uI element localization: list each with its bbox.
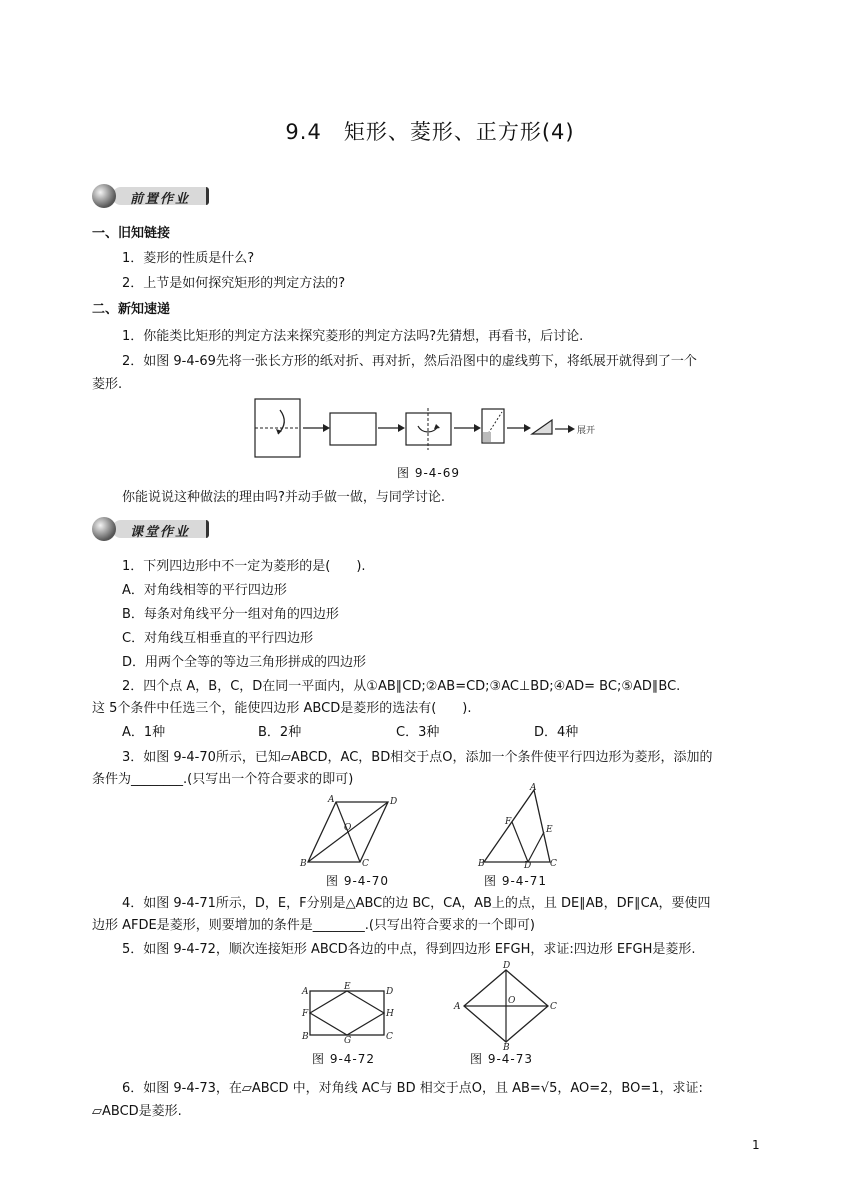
class-question-1-option-d: D．用两个全等的等边三角形拼成的四边形 — [122, 655, 367, 670]
class-question-2-line2: 这 5个条件中任选三个，能使四边形 ABCD是菱形的选法有( ). — [92, 701, 472, 716]
section-badge-class: 课堂作业 — [92, 517, 210, 541]
class-question-2-line1: 2．四个点 A，B，C，D在同一平面内，从①AB∥CD;②AB=CD;③AC⊥BD;④AD= BC;⑤AD∥BC. — [122, 679, 681, 694]
figure-point-label: A — [454, 1002, 461, 1012]
caption-9-4-71: 图 9-4-71 — [484, 874, 548, 888]
class-question-2-option-d: D．4种 — [534, 725, 579, 740]
question-old-1: 1．菱形的性质是什么? — [122, 251, 255, 266]
class-question-3-line1: 3．如图 9-4-70所示，已知▱ABCD，AC，BD相交于点O，添加一个条件使平行四边形为菱形，添加的 — [122, 750, 713, 765]
class-question-6-line2: ▱ABCD是菱形. — [92, 1104, 182, 1119]
class-question-2-option-a: A．1种 — [122, 725, 166, 740]
figure-9-4-69 — [250, 396, 620, 460]
figure-point-label: B — [302, 1032, 309, 1042]
section-heading-old: 一、旧知链接 — [92, 226, 171, 241]
figure-point-label: A — [302, 987, 309, 997]
class-question-1-option-c: C．对角线互相垂直的平行四边形 — [122, 631, 314, 646]
caption-9-4-72: 图 9-4-72 — [312, 1052, 376, 1066]
figure-point-label: A — [328, 795, 335, 805]
caption-9-4-69: 图 9-4-69 — [397, 466, 461, 480]
section-heading-new: 二、新知速递 — [92, 302, 171, 317]
class-question-2-option-b: B．2种 — [258, 725, 302, 740]
figure-point-label: D — [390, 797, 398, 807]
page-title: 9.4 矩形、菱形、正方形(4) — [285, 120, 575, 144]
figure-point-label: G — [344, 1036, 352, 1046]
figure-point-label: O — [508, 996, 516, 1006]
class-question-3-line2: 条件为________.(只写出一个符合要求的即可) — [92, 772, 354, 787]
globe-icon — [92, 184, 116, 208]
figure-point-label: H — [386, 1009, 394, 1019]
question-new-2-line3: 你能说说这种做法的理由吗?并动手做一做，与同学讨论. — [122, 490, 446, 505]
unfold-label: 展开 — [577, 426, 596, 436]
figure-point-label: B — [503, 1043, 510, 1053]
class-question-4-line1: 4．如图 9-4-71所示，D，E，F分别是△ABC的边 BC，CA，AB上的点，且 DE∥AB，DF∥CA，要使四 — [122, 896, 711, 911]
figure-point-label: D — [386, 987, 394, 997]
question-new-2-line2: 菱形. — [92, 377, 123, 392]
section-badge-preview: 前置作业 — [92, 184, 210, 208]
figure-9-4-70 — [300, 796, 400, 868]
figure-9-4-72 — [300, 982, 396, 1046]
figure-point-label: E — [546, 825, 553, 835]
class-question-6-line1: 6．如图 9-4-73，在▱ABCD 中，对角线 AC与 BD 相交于点O，且 AB=√5，AO=2，BO=1，求证: — [122, 1081, 703, 1096]
question-old-2: 2．上节是如何探究矩形的判定方法的? — [122, 276, 346, 291]
figure-point-label: C — [362, 859, 369, 869]
figure-point-label: F — [505, 817, 512, 827]
figure-point-label: C — [386, 1032, 393, 1042]
figure-9-4-73 — [452, 961, 562, 1053]
figure-point-label: B — [300, 859, 307, 869]
figure-point-label: O — [344, 823, 352, 833]
class-question-5: 5．如图 9-4-72，顺次连接矩形 ABCD各边的中点，得到四边形 EFGH，求证:四边形 EFGH是菱形. — [122, 942, 696, 957]
page-number: 1 — [752, 1138, 760, 1152]
figure-point-label: C — [550, 1002, 557, 1012]
figure-point-label: C — [550, 859, 557, 869]
figure-9-4-71 — [478, 783, 568, 871]
figure-point-label: D — [503, 961, 511, 971]
figure-point-label: B — [478, 859, 485, 869]
pencil-icon — [92, 517, 116, 541]
class-question-1: 1．下列四边形中不一定为菱形的是( ). — [122, 559, 366, 574]
figure-point-label: E — [344, 982, 351, 992]
class-question-4-line2: 边形 AFDE是菱形，则要增加的条件是________.(只写出符合要求的一个即可) — [92, 918, 536, 933]
figure-point-label: D — [524, 861, 532, 871]
caption-9-4-70: 图 9-4-70 — [326, 874, 390, 888]
question-new-1: 1．你能类比矩形的判定方法来探究菱形的判定方法吗?先猜想，再看书，后讨论. — [122, 329, 584, 344]
class-question-2-option-c: C．3种 — [396, 725, 440, 740]
figure-point-label: F — [302, 1009, 309, 1019]
class-question-1-option-b: B．每条对角线平分一组对角的四边形 — [122, 607, 339, 622]
class-question-1-option-a: A．对角线相等的平行四边形 — [122, 583, 287, 598]
question-new-2-line1: 2．如图 9-4-69先将一张长方形的纸对折、再对折，然后沿图中的虚线剪下，将纸展开就得到了一个 — [122, 354, 697, 369]
figure-point-label: A — [530, 783, 537, 793]
caption-9-4-73: 图 9-4-73 — [470, 1052, 534, 1066]
